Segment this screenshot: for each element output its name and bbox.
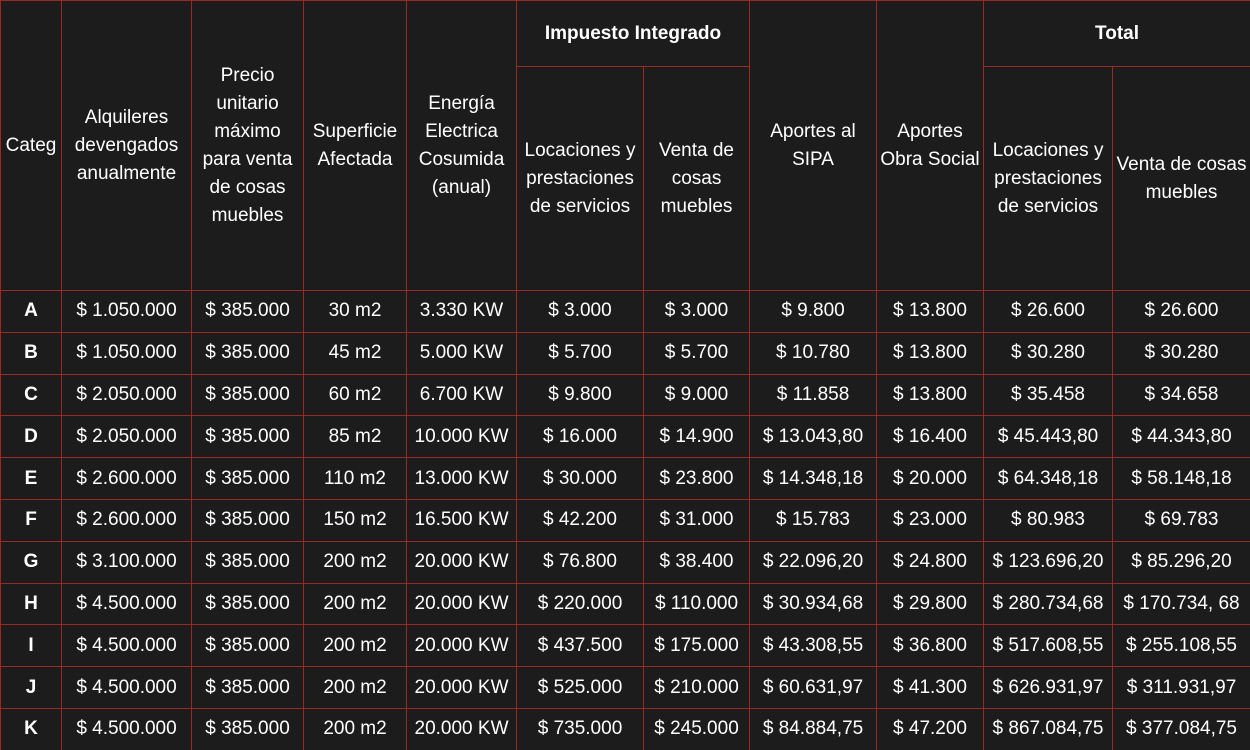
cell-sipa: $ 11.858 bbox=[750, 374, 877, 416]
cell-superficie: 200 m2 bbox=[304, 541, 407, 583]
header-impuesto-integrado: Impuesto Integrado bbox=[517, 1, 750, 67]
cell-energia: 20.000 KW bbox=[407, 541, 517, 583]
table-row bbox=[1, 499, 1250, 541]
cell-impuesto-locaciones: $ 30.000 bbox=[517, 458, 644, 500]
cell-sipa: $ 22.096,20 bbox=[750, 541, 877, 583]
cell-sipa: $ 14.348,18 bbox=[750, 458, 877, 500]
cell-impuesto-locaciones: $ 16.000 bbox=[517, 416, 644, 458]
cell-total-venta: $ 44.343,80 bbox=[1113, 416, 1250, 458]
cell-superficie: 85 m2 bbox=[304, 416, 407, 458]
cell-obra-social: $ 41.300 bbox=[877, 667, 984, 709]
cell-obra-social: $ 16.400 bbox=[877, 416, 984, 458]
cell-impuesto-venta: $ 5.700 bbox=[644, 332, 750, 374]
cell-total-locaciones: $ 626.931,97 bbox=[984, 667, 1113, 709]
cell-energia: 10.000 KW bbox=[407, 416, 517, 458]
cell-precio: $ 385.000 bbox=[192, 541, 304, 583]
cell-energia: 20.000 KW bbox=[407, 625, 517, 667]
cell-superficie: 150 m2 bbox=[304, 499, 407, 541]
cell-alquileres: $ 2.050.000 bbox=[62, 416, 192, 458]
cell-total-locaciones: $ 45.443,80 bbox=[984, 416, 1113, 458]
cell-alquileres: $ 1.050.000 bbox=[62, 291, 192, 333]
cell-total-locaciones: $ 26.600 bbox=[984, 291, 1113, 333]
table-row bbox=[1, 458, 1250, 500]
header-precio: Precio unitario máximo para venta de cosas muebles bbox=[192, 1, 304, 291]
cell-obra-social: $ 13.800 bbox=[877, 332, 984, 374]
cell-total-venta: $ 311.931,97 bbox=[1113, 667, 1250, 709]
cell-categoria: J bbox=[1, 667, 62, 709]
cell-alquileres: $ 1.050.000 bbox=[62, 332, 192, 374]
cell-precio: $ 385.000 bbox=[192, 374, 304, 416]
cell-alquileres: $ 3.100.000 bbox=[62, 541, 192, 583]
cell-impuesto-venta: $ 175.000 bbox=[644, 625, 750, 667]
cell-categoria: I bbox=[1, 625, 62, 667]
header-group-row bbox=[1, 1, 1250, 67]
table-row bbox=[1, 583, 1250, 625]
cell-impuesto-locaciones: $ 220.000 bbox=[517, 583, 644, 625]
cell-sipa: $ 43.308,55 bbox=[750, 625, 877, 667]
table-body bbox=[1, 291, 1250, 750]
cell-superficie: 30 m2 bbox=[304, 291, 407, 333]
cell-total-venta: $ 170.734, 68 bbox=[1113, 583, 1250, 625]
cell-superficie: 60 m2 bbox=[304, 374, 407, 416]
cell-superficie: 200 m2 bbox=[304, 667, 407, 709]
cell-energia: 13.000 KW bbox=[407, 458, 517, 500]
cell-total-venta: $ 30.280 bbox=[1113, 332, 1250, 374]
header-total-locaciones: Locaciones y prestaciones de servicios bbox=[984, 67, 1113, 291]
cell-impuesto-venta: $ 9.000 bbox=[644, 374, 750, 416]
cell-impuesto-locaciones: $ 525.000 bbox=[517, 667, 644, 709]
cell-alquileres: $ 4.500.000 bbox=[62, 625, 192, 667]
header-superficie: Superficie Afectada bbox=[304, 1, 407, 291]
cell-alquileres: $ 4.500.000 bbox=[62, 708, 192, 750]
cell-impuesto-locaciones: $ 76.800 bbox=[517, 541, 644, 583]
header-categoria: Categ bbox=[1, 1, 62, 291]
cell-obra-social: $ 13.800 bbox=[877, 374, 984, 416]
cell-sipa: $ 13.043,80 bbox=[750, 416, 877, 458]
cell-total-venta: $ 26.600 bbox=[1113, 291, 1250, 333]
cell-energia: 16.500 KW bbox=[407, 499, 517, 541]
cell-superficie: 200 m2 bbox=[304, 625, 407, 667]
cell-total-locaciones: $ 867.084,75 bbox=[984, 708, 1113, 750]
cell-impuesto-locaciones: $ 5.700 bbox=[517, 332, 644, 374]
cell-energia: 20.000 KW bbox=[407, 708, 517, 750]
cell-obra-social: $ 29.800 bbox=[877, 583, 984, 625]
cell-alquileres: $ 4.500.000 bbox=[62, 583, 192, 625]
cell-superficie: 200 m2 bbox=[304, 708, 407, 750]
cell-impuesto-locaciones: $ 3.000 bbox=[517, 291, 644, 333]
table-row bbox=[1, 541, 1250, 583]
cell-categoria: H bbox=[1, 583, 62, 625]
table-header bbox=[1, 1, 1250, 291]
cell-impuesto-locaciones: $ 735.000 bbox=[517, 708, 644, 750]
cell-impuesto-locaciones: $ 437.500 bbox=[517, 625, 644, 667]
cell-categoria: A bbox=[1, 291, 62, 333]
header-total: Total bbox=[984, 1, 1250, 67]
cell-alquileres: $ 4.500.000 bbox=[62, 667, 192, 709]
cell-impuesto-venta: $ 110.000 bbox=[644, 583, 750, 625]
cell-total-venta: $ 34.658 bbox=[1113, 374, 1250, 416]
cell-obra-social: $ 13.800 bbox=[877, 291, 984, 333]
cell-impuesto-venta: $ 210.000 bbox=[644, 667, 750, 709]
table-row bbox=[1, 416, 1250, 458]
cell-obra-social: $ 36.800 bbox=[877, 625, 984, 667]
cell-energia: 5.000 KW bbox=[407, 332, 517, 374]
cell-categoria: D bbox=[1, 416, 62, 458]
cell-precio: $ 385.000 bbox=[192, 332, 304, 374]
cell-alquileres: $ 2.600.000 bbox=[62, 499, 192, 541]
cell-sipa: $ 30.934,68 bbox=[750, 583, 877, 625]
cell-precio: $ 385.000 bbox=[192, 667, 304, 709]
header-obra-social: Aportes Obra Social bbox=[877, 1, 984, 291]
cell-alquileres: $ 2.050.000 bbox=[62, 374, 192, 416]
cell-total-locaciones: $ 517.608,55 bbox=[984, 625, 1113, 667]
cell-precio: $ 385.000 bbox=[192, 499, 304, 541]
cell-sipa: $ 84.884,75 bbox=[750, 708, 877, 750]
cell-obra-social: $ 47.200 bbox=[877, 708, 984, 750]
table-row bbox=[1, 625, 1250, 667]
cell-total-venta: $ 255.108,55 bbox=[1113, 625, 1250, 667]
cell-energia: 20.000 KW bbox=[407, 667, 517, 709]
cell-categoria: B bbox=[1, 332, 62, 374]
cell-sipa: $ 9.800 bbox=[750, 291, 877, 333]
cell-precio: $ 385.000 bbox=[192, 708, 304, 750]
cell-categoria: G bbox=[1, 541, 62, 583]
cell-total-venta: $ 58.148,18 bbox=[1113, 458, 1250, 500]
cell-precio: $ 385.000 bbox=[192, 416, 304, 458]
cell-obra-social: $ 20.000 bbox=[877, 458, 984, 500]
cell-energia: 3.330 KW bbox=[407, 291, 517, 333]
cell-impuesto-venta: $ 38.400 bbox=[644, 541, 750, 583]
cell-sipa: $ 15.783 bbox=[750, 499, 877, 541]
table-row bbox=[1, 667, 1250, 709]
header-energia: Energía Electrica Cosumida (anual) bbox=[407, 1, 517, 291]
cell-impuesto-venta: $ 14.900 bbox=[644, 416, 750, 458]
cell-impuesto-venta: $ 3.000 bbox=[644, 291, 750, 333]
cell-total-locaciones: $ 123.696,20 bbox=[984, 541, 1113, 583]
header-impuesto-locaciones: Locaciones y prestaciones de servicios bbox=[517, 67, 644, 291]
header-sipa: Aportes al SIPA bbox=[750, 1, 877, 291]
cell-precio: $ 385.000 bbox=[192, 458, 304, 500]
cell-total-locaciones: $ 30.280 bbox=[984, 332, 1113, 374]
cell-total-locaciones: $ 35.458 bbox=[984, 374, 1113, 416]
cell-total-locaciones: $ 64.348,18 bbox=[984, 458, 1113, 500]
cell-obra-social: $ 24.800 bbox=[877, 541, 984, 583]
cell-alquileres: $ 2.600.000 bbox=[62, 458, 192, 500]
cell-precio: $ 385.000 bbox=[192, 583, 304, 625]
cell-categoria: E bbox=[1, 458, 62, 500]
cell-energia: 6.700 KW bbox=[407, 374, 517, 416]
cell-categoria: F bbox=[1, 499, 62, 541]
table-row bbox=[1, 332, 1250, 374]
cell-total-venta: $ 377.084,75 bbox=[1113, 708, 1250, 750]
cell-impuesto-venta: $ 245.000 bbox=[644, 708, 750, 750]
header-alquileres: Alquileres devengados anualmente bbox=[62, 1, 192, 291]
header-impuesto-venta: Venta de cosas muebles bbox=[644, 67, 750, 291]
cell-impuesto-venta: $ 23.800 bbox=[644, 458, 750, 500]
cell-impuesto-venta: $ 31.000 bbox=[644, 499, 750, 541]
cell-precio: $ 385.000 bbox=[192, 291, 304, 333]
cell-precio: $ 385.000 bbox=[192, 625, 304, 667]
table-row bbox=[1, 708, 1250, 750]
cell-impuesto-locaciones: $ 9.800 bbox=[517, 374, 644, 416]
cell-total-locaciones: $ 280.734,68 bbox=[984, 583, 1113, 625]
cell-categoria: K bbox=[1, 708, 62, 750]
cell-total-venta: $ 69.783 bbox=[1113, 499, 1250, 541]
table-row bbox=[1, 374, 1250, 416]
cell-obra-social: $ 23.000 bbox=[877, 499, 984, 541]
cell-energia: 20.000 KW bbox=[407, 583, 517, 625]
cell-superficie: 45 m2 bbox=[304, 332, 407, 374]
cell-sipa: $ 10.780 bbox=[750, 332, 877, 374]
cell-superficie: 110 m2 bbox=[304, 458, 407, 500]
cell-sipa: $ 60.631,97 bbox=[750, 667, 877, 709]
header-total-venta: Venta de cosas muebles bbox=[1113, 67, 1250, 291]
table-row bbox=[1, 291, 1250, 333]
cell-categoria: C bbox=[1, 374, 62, 416]
cell-superficie: 200 m2 bbox=[304, 583, 407, 625]
cell-impuesto-locaciones: $ 42.200 bbox=[517, 499, 644, 541]
cell-total-venta: $ 85.296,20 bbox=[1113, 541, 1250, 583]
cell-total-locaciones: $ 80.983 bbox=[984, 499, 1113, 541]
